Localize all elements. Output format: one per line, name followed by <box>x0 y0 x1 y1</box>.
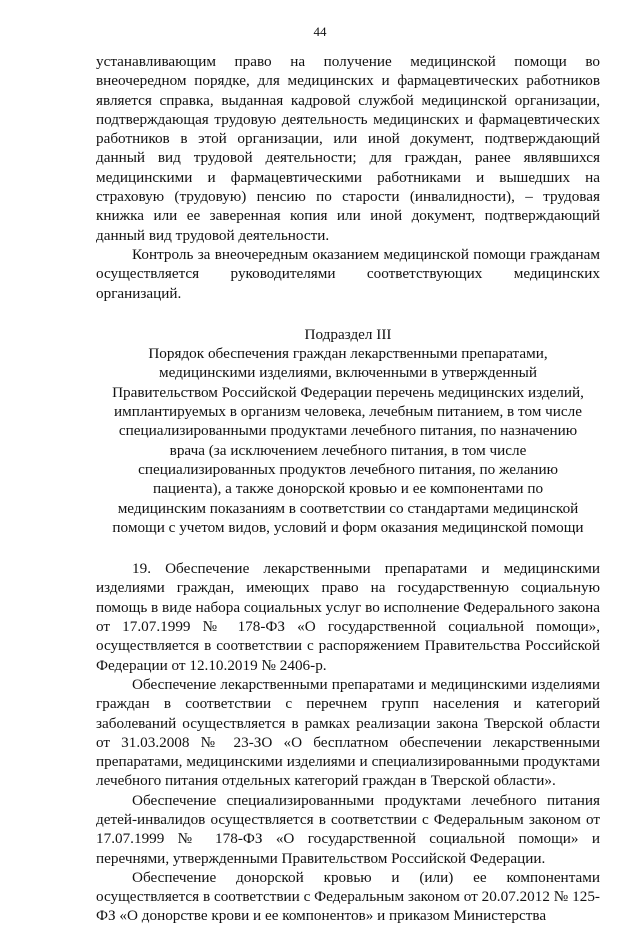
page-content <box>96 52 600 926</box>
subsection-label: Подраздел III <box>304 325 392 343</box>
paragraph-item-19: 19. Обеспечение лекарственными препаратами и медицинскими изделиями граждан, имеющих право на государственную социальную помощь в виде набора социальных услуг во исполнение Федерального закона от 17.07.1999 № 178-ФЗ «О государственной социальной помощи», осуществляется в соответствии с распоряжением Правительства Российской Федерации от 12.10.2019 № 2406-р. <box>96 560 600 674</box>
paragraph-continuation: устанавливающим право на получение медицинской помощи во внеочередном порядке, для медицинских и фармацевтических работников является справка, выданная кадровой службой медицинской организации, подтверждающая трудовую деятельность медицинских и фармацевтических работников в этой организации, или иной документ, подтверждающий данный вид трудовой деятельности; для граждан, ранее являвшихся медицинскими и фармацевтическими работниками и вышедших на страховую (трудовую) пенсию по старости (инвалидности), – трудовая книжка или ее заверенная копия или иной документ, подтверждающий данный вид трудовой деятельности. <box>96 53 600 244</box>
paragraph-special-nutrition: Обеспечение специализированными продуктами лечебного питания детей-инвалидов осуществляется в соответствии с Федеральным законом от 17.07.1999 № 178-ФЗ «О государственной социальной помощи» и перечнями, утвержденными Правительством Российской Федерации. <box>96 791 600 867</box>
page-number: 44 <box>313 24 327 39</box>
paragraph-tver-law: Обеспечение лекарственными препаратами и медицинскими изделиями граждан в соответствии с перечнем групп населения и категорий заболеваний осуществляется в рамках реализации закона Тверской области от 31.03.2008 № 23-ЗО «О бесплатном обеспечении лекарственными препаратами, медицинскими изделиями и специализированными продуктами лечебного питания отдельных категорий граждан в Тверской области». <box>96 675 600 790</box>
paragraph-control: Контроль за внеочередным оказанием медицинской помощи гражданам осуществляется руководителями соответствующих медицинских организаций. <box>96 245 600 302</box>
subsection-title: Порядок обеспечения граждан лекарственными препаратами, медицинскими изделиями, включенными в утвержденный Правительством Российской Федерации перечень медицинских изделий, имплантируемых в организм человека, лечебным питанием, в том числе специализированными продуктами лечебного питания, по назначению врача (за исключением лечебного питания, в том числе специализированных продуктов лечебного питания, по желанию пациента), а также донорской кровью и ее компонентами по медицинским показаниям в соответствии со стандартами медицинской помощи с учетом видов, условий и форм оказания медицинской помощи <box>112 345 584 536</box>
paragraph-donor-blood: Обеспечение донорской кровью и (или) ее компонентами осуществляется в соответствии с Федеральным законом от 20.07.2012 № 125-ФЗ «О донорстве крови и ее компонентов» и приказом Министерства <box>96 868 600 925</box>
section-gap <box>96 537 600 559</box>
